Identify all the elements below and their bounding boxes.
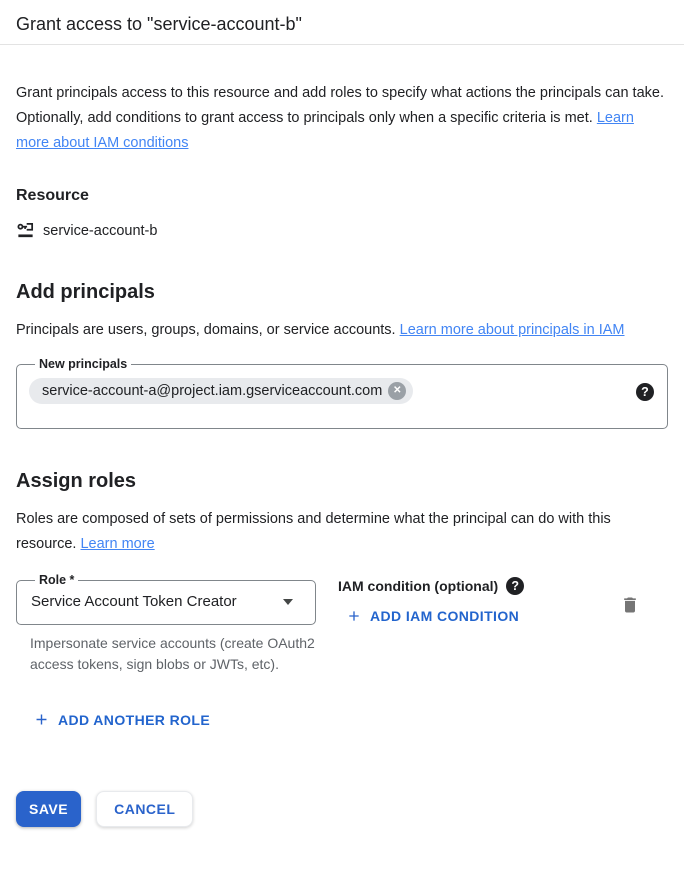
dialog-title: Grant access to "service-account-b" [16,14,302,34]
roles-learn-more-link[interactable]: Learn more [80,536,155,552]
dialog-header [0,0,684,45]
intro-text-body: Grant principals access to this resource and add roles to specify what actions the principals can take. Optionally, add conditions to grant access to principals only when a specific criteria is met. [16,85,664,126]
chevron-down-icon [283,599,293,605]
resource-row [16,221,668,240]
service-account-icon [16,221,35,240]
resource-name: service-account-b [43,222,158,239]
role-label: Role * [39,573,75,587]
dialog-body [0,81,684,827]
condition-column [338,573,524,629]
role-select[interactable] [16,573,316,625]
add-iam-condition-button[interactable] [346,608,519,624]
add-another-role-button[interactable] [33,711,210,728]
principals-description [16,318,668,343]
principal-chip-value: service-account-a@project.iam.gserviceaccount.com [42,383,383,399]
role-description: Impersonate service accounts (create OAuth2 access tokens, sign blobs or JWTs, etc). [30,635,315,672]
dialog-actions [16,791,668,827]
role-column [16,573,316,675]
plus-icon [346,608,362,624]
role-row [16,573,668,675]
roles-description [16,507,668,557]
delete-role-button[interactable] [620,595,640,615]
principal-chip [29,378,413,404]
principals-chip-area[interactable] [29,371,655,404]
help-icon[interactable]: ? [636,383,654,401]
delete-column [620,573,640,620]
close-icon[interactable]: ✕ [388,382,406,400]
add-iam-condition-label: ADD IAM CONDITION [370,608,520,624]
role-selected-value: Service Account Token Creator [31,593,237,610]
condition-label-row [338,577,524,595]
assign-roles-heading: Assign roles [16,470,137,492]
role-select-inner[interactable] [29,587,303,610]
condition-label: IAM condition (optional) [338,578,499,594]
resource-heading: Resource [16,187,89,204]
trash-icon [620,595,640,615]
add-principals-heading: Add principals [16,281,155,303]
new-principals-field[interactable] [16,357,668,429]
add-another-role-label: ADD ANOTHER ROLE [58,711,211,728]
principals-description-body: Principals are users, groups, domains, or service accounts. [16,322,400,338]
condition-help-icon[interactable]: ? [506,577,524,595]
iam-conditions-link[interactable]: Learn more about IAM conditions [16,110,634,151]
roles-description-body: Roles are composed of sets of permissions and determine what the principal can do with this resource. [16,511,611,552]
cancel-button[interactable]: CANCEL [96,791,193,827]
plus-icon [33,711,50,728]
principals-learn-more-link[interactable]: Learn more about principals in IAM [399,322,625,338]
new-principals-label: New principals [39,357,128,371]
save-button[interactable]: SAVE [16,791,81,827]
intro-text [16,81,668,156]
